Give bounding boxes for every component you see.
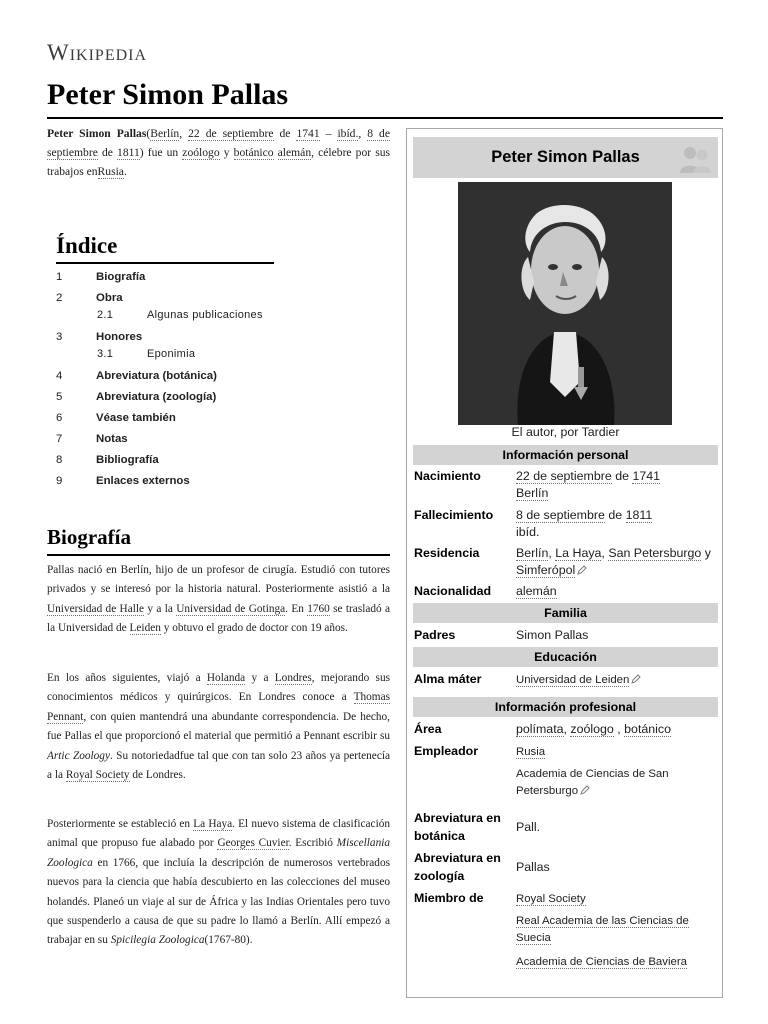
value-miembro-3 [516, 954, 716, 971]
value-miembro-1 [516, 891, 716, 908]
toc-label[interactable]: Abreviatura (zoología) [96, 391, 217, 403]
wikipedia-logo[interactable]: Wikipedia [47, 40, 148, 65]
toc-label[interactable]: Véase también [96, 412, 176, 424]
text: Artic Zoology [47, 749, 110, 762]
bio-paragraph-1 [47, 561, 390, 639]
section-educacion: Educación [413, 647, 718, 667]
link-thomas-pennant[interactable]: Thomas Pennant [47, 691, 390, 723]
portrait-caption: El autor, por Tardier [511, 425, 620, 439]
title-divider [47, 117, 723, 119]
toc-item-obra[interactable] [56, 289, 386, 328]
text: , célebre por sus trabajos en [47, 146, 391, 178]
link-nac-date[interactable]: 22 de septiembre [516, 469, 612, 483]
link-death-year[interactable]: 1811 [117, 146, 140, 159]
link-botanico[interactable]: botánico [624, 722, 672, 736]
text: se trasladó a la Universidad de [47, 602, 391, 635]
link-royal-society[interactable]: Royal Society [516, 893, 586, 905]
link-birth-date[interactable]: 22 de septiembre [188, 127, 274, 140]
label-fallecimiento: Fallecimiento [414, 508, 494, 522]
text: de [615, 469, 629, 483]
link-holanda[interactable]: Holanda [206, 672, 246, 684]
toc-number: 7 [56, 433, 63, 445]
link-real-academia-suecia[interactable]: Real Academia de las Ciencias de Suecia [516, 915, 689, 944]
value-area: polímata, zoólogo , botánico [516, 722, 672, 736]
value-alma-mater [516, 672, 716, 689]
toc-item-bibliografia[interactable] [56, 451, 386, 472]
section-profesional: Información profesional [413, 697, 718, 717]
link-la-haya[interactable]: La Haya [193, 818, 233, 830]
label-padres: Padres [414, 628, 456, 642]
toc-divider [56, 262, 274, 264]
bio-paragraph-2 [47, 669, 390, 785]
link-universidad-leiden[interactable]: Universidad de Leiden [516, 674, 630, 686]
text: de [101, 146, 113, 159]
text: y a [251, 672, 269, 684]
link-berlin[interactable]: Berlín [150, 127, 180, 140]
link-royal-society[interactable]: Royal Society [65, 769, 130, 782]
text: Pallas nació en Berlín, hijo de un profesor de cirugía. Estudió con tutores privados y se interesó por la historia natural. Posteriormente asistió a la [47, 564, 390, 596]
text: en 1766, que incluía la descripción de numerosos vertebrados nuevos para la ciencia que había descubierto en las colecciones del museo holandés. Planeó un viaje al sur de África y las Indias Orientales pero tuvo que suspenderlo a causa de que su padre lo llamó a Berlín. Allí empezó a trabajar en su [47, 856, 391, 947]
link-aleman[interactable]: alemán [516, 584, 557, 598]
text: de [608, 508, 623, 522]
edit-pencil-icon[interactable] [631, 674, 641, 684]
link-1760[interactable]: 1760 [307, 602, 330, 615]
label-miembro: Miembro de [414, 891, 484, 905]
toc-item-vease[interactable] [56, 409, 386, 430]
text: . En [285, 602, 304, 615]
text: – [325, 127, 332, 140]
value-residencia: Berlín, La Haya, San Petersburgo y Simferópol [516, 546, 711, 577]
link-academia-baviera[interactable]: Academia de Ciencias de Baviera [516, 956, 687, 968]
page-title: Peter Simon Pallas [47, 78, 289, 111]
toc-label[interactable]: Honores [96, 331, 143, 343]
text: ) fue un [139, 146, 179, 159]
text: de [279, 127, 291, 140]
link-ibid[interactable]: ibíd. [337, 127, 359, 140]
table-of-contents [56, 268, 386, 493]
text: (1767-80). [204, 934, 253, 947]
value-padres: Simon Pallas [516, 628, 589, 642]
toc-label[interactable]: Obra [96, 292, 123, 304]
link-birth-year[interactable]: 1741 [296, 127, 320, 140]
toc-label[interactable]: Notas [96, 433, 128, 445]
toc-title: Índice [56, 233, 118, 258]
infobox-title [413, 137, 718, 178]
intro-name: Peter Simon Pallas [47, 127, 147, 140]
link-emp-rusia[interactable]: Rusia [516, 746, 546, 758]
text: Spicilegia Zoologica [110, 934, 205, 947]
toc-number: 3 [56, 331, 63, 343]
toc-item-notas[interactable] [56, 430, 386, 451]
text: . Su notoriedadfue tal que con tan solo 23 años ya pertenecía a la [47, 749, 390, 782]
text: ibíd. [516, 525, 540, 539]
toc-number: 4 [56, 370, 63, 382]
edit-pencil-icon[interactable] [580, 785, 590, 795]
link-georges-cuvier[interactable]: Georges Cuvier [217, 837, 289, 850]
toc-item-abrev-zoologia[interactable] [56, 388, 386, 409]
toc-sub-number: 2.1 [97, 309, 114, 321]
link-death-date[interactable]: 8 de septiembre [47, 127, 390, 159]
text: y obtuvo el grado de doctor con 19 años. [163, 622, 348, 635]
text: Academia de Ciencias de San Petersburgo [516, 768, 669, 797]
text: Posteriormente se estableció en [47, 818, 191, 830]
intro-paragraph: Peter Simon Pallas(Berlín, 22 de septiembre de 1741 – ibíd., 8 de septiembre de 1811) fue un zoólogo y botánico alemán, célebre por sus trabajos enRusia. [47, 127, 391, 178]
link-zoologo[interactable]: zoólogo [570, 722, 614, 736]
link-fal-year[interactable]: 1811 [625, 508, 653, 522]
label-nacionalidad: Nacionalidad [414, 584, 492, 598]
link-universidad-halle[interactable]: Universidad de Halle [47, 602, 145, 615]
label-nacimiento: Nacimiento [414, 469, 481, 483]
text: de Londres. [132, 769, 186, 782]
text: , con quien mantendrá una abundante correspondencia. De hecho, fue Pallas el que proporcionó el material que permitió a Pennant escribir su [47, 710, 390, 743]
text: . El nuevo sistema de clasificación animal que propuso fue alabado por [47, 818, 391, 850]
toc-sub-label[interactable]: Eponimia [147, 348, 196, 360]
link-botanico[interactable]: botánico [233, 146, 274, 159]
text: , mejorando sus conocimientos médicos y quirúrgicos. En Londres conoce a [47, 672, 390, 704]
toc-label[interactable]: Enlaces externos [96, 475, 190, 487]
toc-item-enlaces[interactable] [56, 472, 386, 493]
label-empleador: Empleador [414, 744, 479, 758]
toc-item-honores[interactable] [56, 328, 386, 367]
text: y [704, 546, 711, 560]
toc-number: 2 [56, 292, 63, 304]
section-heading-biografia: Biografía [47, 525, 131, 549]
value-abrev-zoologia: Pallas [516, 860, 550, 874]
infobox-title-text: Peter Simon Pallas [491, 148, 640, 166]
section-personal: Información personal [413, 445, 718, 465]
link-nac-year[interactable]: 1741 [632, 469, 661, 483]
toc-sub-number: 3.1 [97, 348, 114, 360]
toc-number: 1 [56, 271, 63, 283]
person-icon [678, 143, 712, 173]
link-res-simferopol[interactable]: Simferópol [516, 563, 576, 577]
link-universidad-gotinga[interactable]: Universidad de Gotinga [176, 602, 286, 615]
link-londres[interactable]: Londres [274, 672, 312, 684]
edit-pencil-icon[interactable] [577, 565, 587, 575]
link-zoologo[interactable]: zoólogo [182, 146, 220, 159]
text: ( [146, 127, 151, 140]
section-divider [47, 554, 390, 556]
value-nacimiento [516, 468, 716, 502]
toc-label[interactable]: Bibliografía [96, 454, 159, 466]
label-alma-mater: Alma máter [414, 672, 482, 686]
value-fallecimiento [516, 507, 716, 541]
link-nac-place[interactable]: Berlín [516, 486, 549, 500]
toc-item-abrev-botanica[interactable] [56, 367, 386, 388]
link-res-berlin[interactable]: Berlín [516, 546, 549, 560]
link-res-san-petersburgo[interactable]: San Petersburgo [608, 546, 702, 560]
toc-subitem[interactable] [97, 309, 263, 321]
toc-subitem[interactable] [97, 348, 195, 360]
label-abrev-botanica: Abreviatura en botánica [414, 811, 501, 843]
label-area: Área [414, 722, 442, 736]
text: . Escribió [288, 837, 333, 850]
value-abrev-botanica: Pall. [516, 820, 541, 834]
link-aleman[interactable]: alemán [277, 146, 312, 159]
toc-label[interactable]: Abreviatura (botánica) [96, 370, 217, 382]
link-polimata[interactable]: polímata [516, 722, 564, 736]
portrait-image[interactable] [458, 182, 672, 425]
link-res-la-haya[interactable]: La Haya [555, 546, 602, 560]
toc-number: 8 [56, 454, 63, 466]
toc-label[interactable]: Biografía [96, 271, 146, 283]
text: En los años siguientes, viajó a [47, 672, 201, 684]
text: y [223, 146, 230, 159]
value-nacionalidad [516, 583, 716, 600]
link-rusia[interactable]: Rusia [97, 165, 124, 178]
toc-item-biografia[interactable] [56, 268, 386, 289]
text: y a la [147, 602, 173, 615]
label-abrev-zoologia: Abreviatura en zoología [414, 851, 501, 883]
toc-sub-label[interactable]: Algunas publicaciones [147, 309, 263, 321]
infobox [406, 128, 723, 998]
value-miembro-2 [516, 913, 716, 947]
toc-number: 6 [56, 412, 63, 424]
link-fal-date[interactable]: 8 de septiembre [516, 508, 605, 522]
value-empleador-2 [516, 766, 716, 800]
value-empleador [516, 744, 716, 761]
link-leiden[interactable]: Leiden [129, 622, 161, 635]
section-familia: Familia [413, 603, 718, 623]
toc-number: 9 [56, 475, 63, 487]
text: . [123, 165, 127, 178]
bio-paragraph-3 [47, 815, 390, 951]
toc-number: 5 [56, 391, 63, 403]
label-residencia: Residencia [414, 546, 480, 560]
text: Miscellania Zoologica [47, 837, 391, 869]
